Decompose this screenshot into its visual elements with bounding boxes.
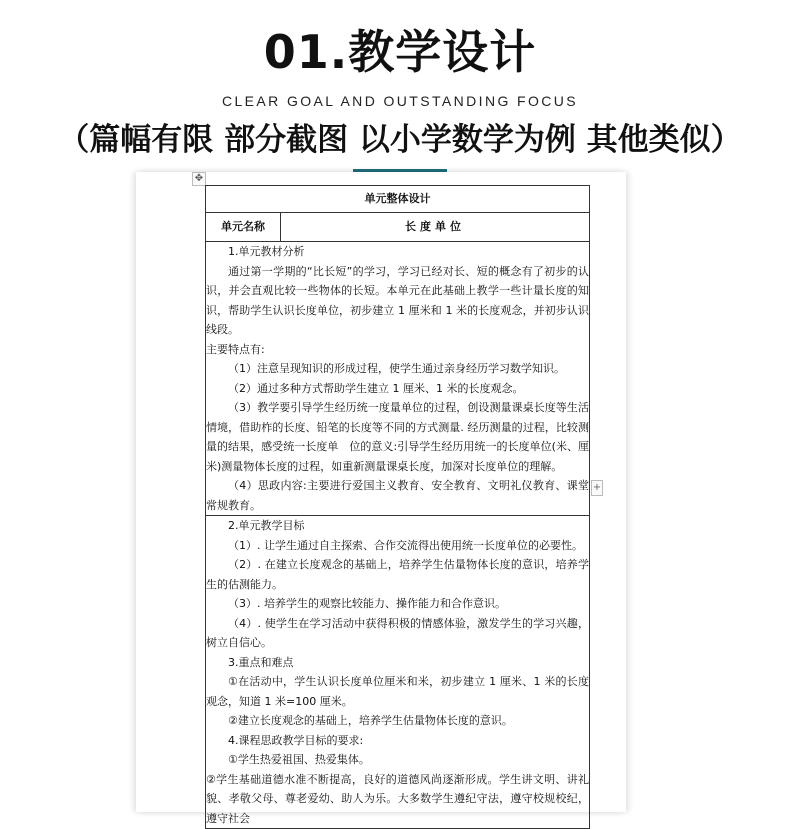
unit-name-value: 长度单位 <box>281 213 590 242</box>
list-item: （3）. 培养学生的观察比较能力、操作能力和合作意识。 <box>228 597 506 610</box>
move-icon[interactable]: ✥ <box>192 172 206 186</box>
list-item: （3）教学要引导学生经历统一度量单位的过程，创设测量课桌长度等生活情境，借助柞的长度、铅笔的长度等不同的方式测量. 经历测量的过程，比较测量的结果，感受统一长度单 位的意义:引导学生经历用统一的长度单位(米、厘米)测量物体长度的过程，如重新测量课桌长度，加深对长度单位的理解。 <box>206 401 589 473</box>
list-item: （4）. 使学生在学习活动中获得积极的情感体验，激发学生的学习兴趣，树立自信心。 <box>206 616 589 649</box>
paragraph: 通过第一学期的“比长短”的学习，学习已经对长、短的概念有了初步的认识，并会直观比较一些物体的长短。本单元在此基础上教学一些计量长度的知识，帮助学生认识长度单位，初步建立 1 厘米和 1 米的长度观念，并初步认识线段。 <box>206 264 589 336</box>
page-subtitle: CLEAR GOAL AND OUTSTANDING FOCUS <box>221 93 579 109</box>
list-item: ①学生热爱祖国、热爱集体。 <box>228 753 370 766</box>
unit-name-label: 单元名称 <box>206 213 281 242</box>
list-item: （4）思政内容:主要进行爱国主义教育、安全教育、文明礼仪教育、课堂常规教育。 <box>206 479 589 512</box>
table-title: 单元整体设计 <box>206 186 590 213</box>
list-item: ①在活动中，学生认识长度单位厘米和米，初步建立 1 厘米、1 米的长度观念，知道 1 米=100 厘米。 <box>206 675 589 708</box>
list-item: （1）. 让学生通过自主探索、合作交流得出使用统一长度单位的必要性。 <box>228 538 583 552</box>
list-item: （1）注意呈现知识的形成过程，使学生通过亲身经历学习数学知识。 <box>228 362 565 375</box>
list-item: （2）. 在建立长度观念的基础上，培养学生估量物体长度的意识，培养学生的估测能力。 <box>206 558 589 591</box>
paragraph: 主要特点有: <box>206 342 265 356</box>
unit-design-table <box>205 185 590 829</box>
page-note: （篇幅有限 部分截图 以小学数学为例 其他类似） <box>58 122 742 158</box>
section-heading: 4.课程思政教学目标的要求: <box>228 733 364 747</box>
section-heading: 1.单元教材分析 <box>228 245 305 258</box>
section-analysis <box>206 242 590 516</box>
section-goals <box>206 516 590 829</box>
plus-icon[interactable]: + <box>591 480 603 496</box>
page-title: 01.教学设计 <box>263 25 537 79</box>
section-heading: 3.重点和难点 <box>228 655 294 669</box>
list-item: ②学生基础道德水准不断提高，良好的道德风尚逐渐形成。学生讲文明、讲礼貌、孝敬父母、尊老爱幼、助人为乐。大多数学生遵纪守法，遵守校规校纪，遵守社会 <box>206 772 589 825</box>
list-item: ②建立长度观念的基础上，培养学生估量物体长度的意识。 <box>228 714 513 727</box>
section-heading: 2.单元教学目标 <box>228 519 305 532</box>
list-item: （2）通过多种方式帮助学生建立 1 厘米、1 米的长度观念。 <box>228 381 524 395</box>
